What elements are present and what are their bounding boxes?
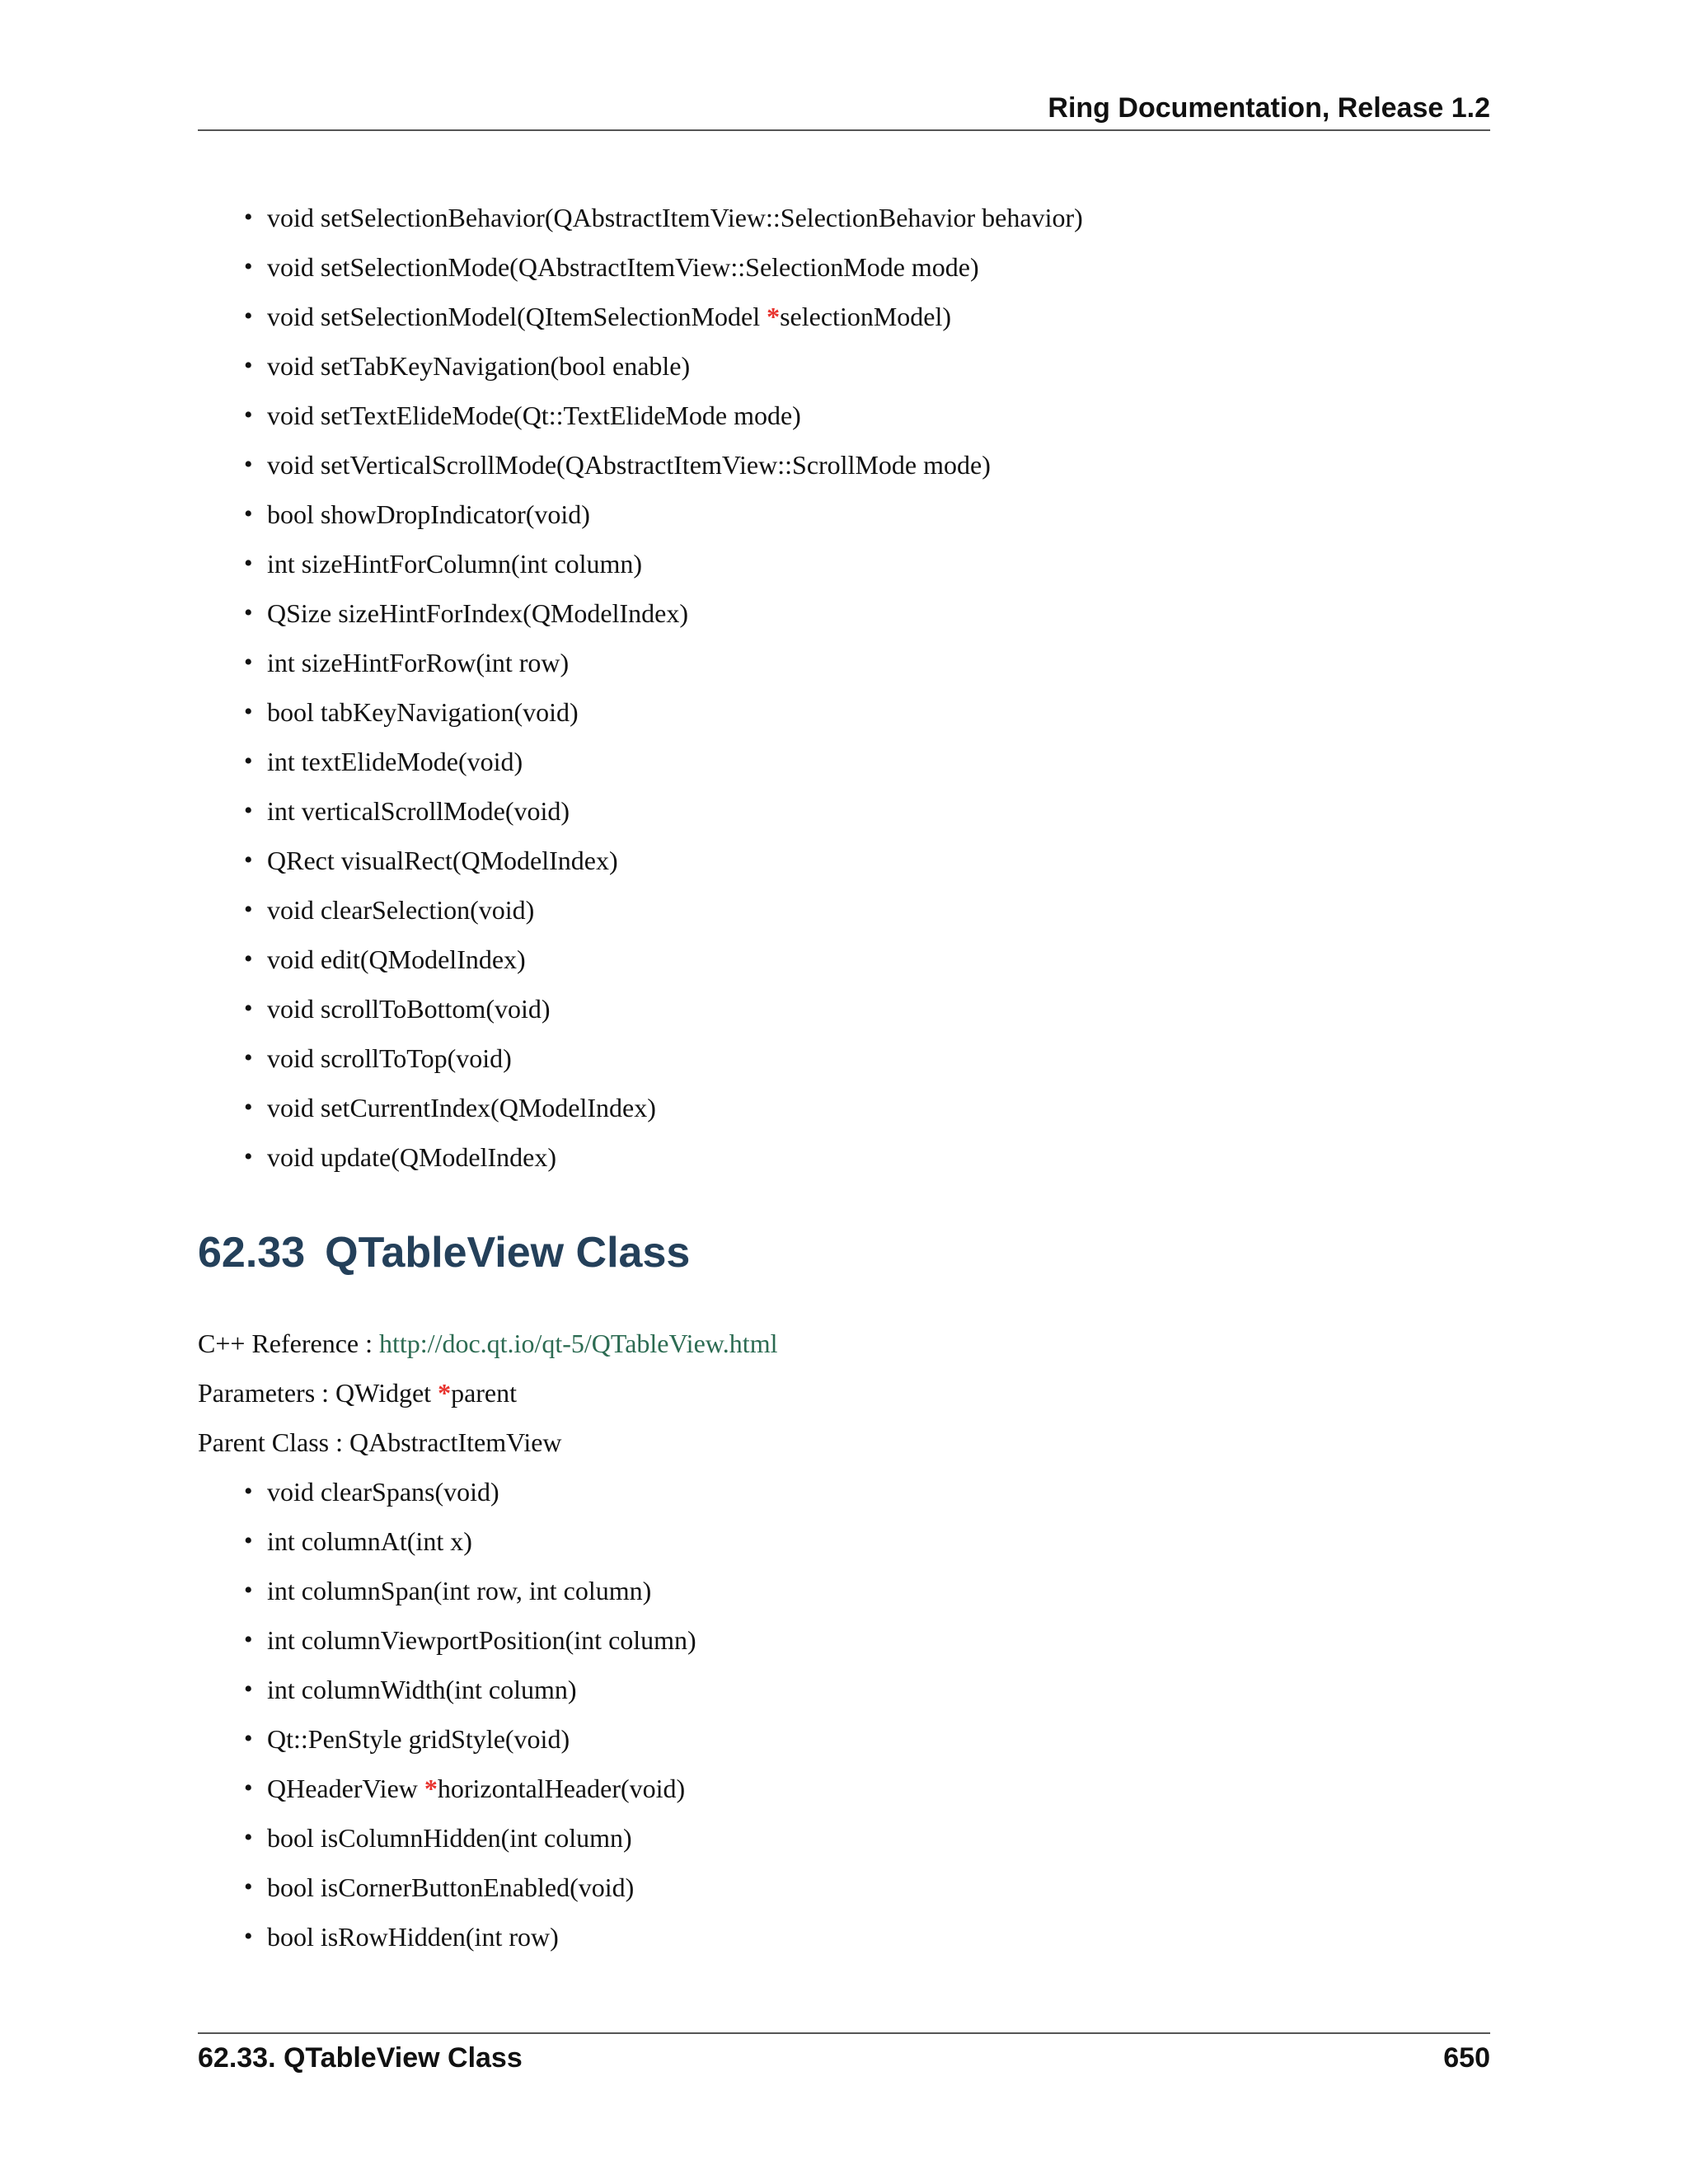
list-item: • int columnAt(int x) — [239, 1516, 696, 1566]
list-item: • bool showDropIndicator(void) — [239, 490, 1083, 539]
list-item: • void setSelectionModel(QItemSelectionModel *selectionModel) — [239, 292, 1083, 341]
list-item: • void scrollToTop(void) — [239, 1033, 1083, 1083]
list-item: • int columnWidth(int column) — [239, 1665, 696, 1714]
list-item: • QSize sizeHintForIndex(QModelIndex) — [239, 588, 1083, 638]
list-item: • int textElideMode(void) — [239, 737, 1083, 786]
list-item: • bool isRowHidden(int row) — [239, 1912, 696, 1961]
list-item: • void update(QModelIndex) — [239, 1132, 1083, 1182]
running-header-title: Ring Documentation, Release 1.2 — [1048, 92, 1490, 124]
list-item: • QRect visualRect(QModelIndex) — [239, 836, 1083, 885]
list-item: • QHeaderView *horizontalHeader(void) — [239, 1764, 696, 1813]
list-item: • void setTabKeyNavigation(bool enable) — [239, 341, 1083, 391]
method-list-continued — [239, 193, 1083, 1182]
header-rule — [198, 129, 1490, 131]
list-item: • bool isColumnHidden(int column) — [239, 1813, 696, 1863]
list-item: • void setSelectionMode(QAbstractItemView::SelectionMode mode) — [239, 242, 1083, 292]
section-title: QTableView Class — [325, 1229, 691, 1277]
page-number: 650 — [1443, 2042, 1490, 2074]
list-item: • int columnViewportPosition(int column) — [239, 1615, 696, 1665]
section-heading — [198, 1228, 690, 1277]
list-item: • void edit(QModelIndex) — [239, 935, 1083, 984]
cpp-reference-label: C++ Reference : — [198, 1329, 379, 1358]
section-number: 62.33 — [198, 1229, 306, 1277]
list-item: • int columnSpan(int row, int column) — [239, 1566, 696, 1615]
list-item: • int sizeHintForRow(int row) — [239, 638, 1083, 687]
list-item: • int sizeHintForColumn(int column) — [239, 539, 1083, 588]
list-item: • bool isCornerButtonEnabled(void) — [239, 1863, 696, 1912]
footer-rule — [198, 2032, 1490, 2034]
list-item: • void setCurrentIndex(QModelIndex) — [239, 1083, 1083, 1132]
list-item: • bool tabKeyNavigation(void) — [239, 687, 1083, 737]
pointer-asterisk: * — [438, 1378, 452, 1408]
cpp-reference-link[interactable]: http://doc.qt.io/qt-5/QTableView.html — [379, 1329, 778, 1358]
list-item: • void clearSpans(void) — [239, 1467, 696, 1516]
list-item: • void setTextElideMode(Qt::TextElideMode mode) — [239, 391, 1083, 440]
method-list-qtableview — [239, 1467, 696, 1961]
list-item: • void setVerticalScrollMode(QAbstractItemView::ScrollMode mode) — [239, 440, 1083, 490]
parent-class-line: Parent Class : QAbstractItemView — [198, 1427, 562, 1457]
list-item: • void clearSelection(void) — [239, 885, 1083, 935]
list-item: • void scrollToBottom(void) — [239, 984, 1083, 1033]
cpp-reference-line — [198, 1319, 777, 1368]
list-item: • void setSelectionBehavior(QAbstractItemView::SelectionBehavior behavior) — [239, 193, 1083, 242]
parameters-line: Parameters : QWidget *parent — [198, 1378, 518, 1408]
list-item: • int verticalScrollMode(void) — [239, 786, 1083, 836]
footer-section-title: 62.33. QTableView Class — [198, 2042, 523, 2074]
list-item: • Qt::PenStyle gridStyle(void) — [239, 1714, 696, 1764]
